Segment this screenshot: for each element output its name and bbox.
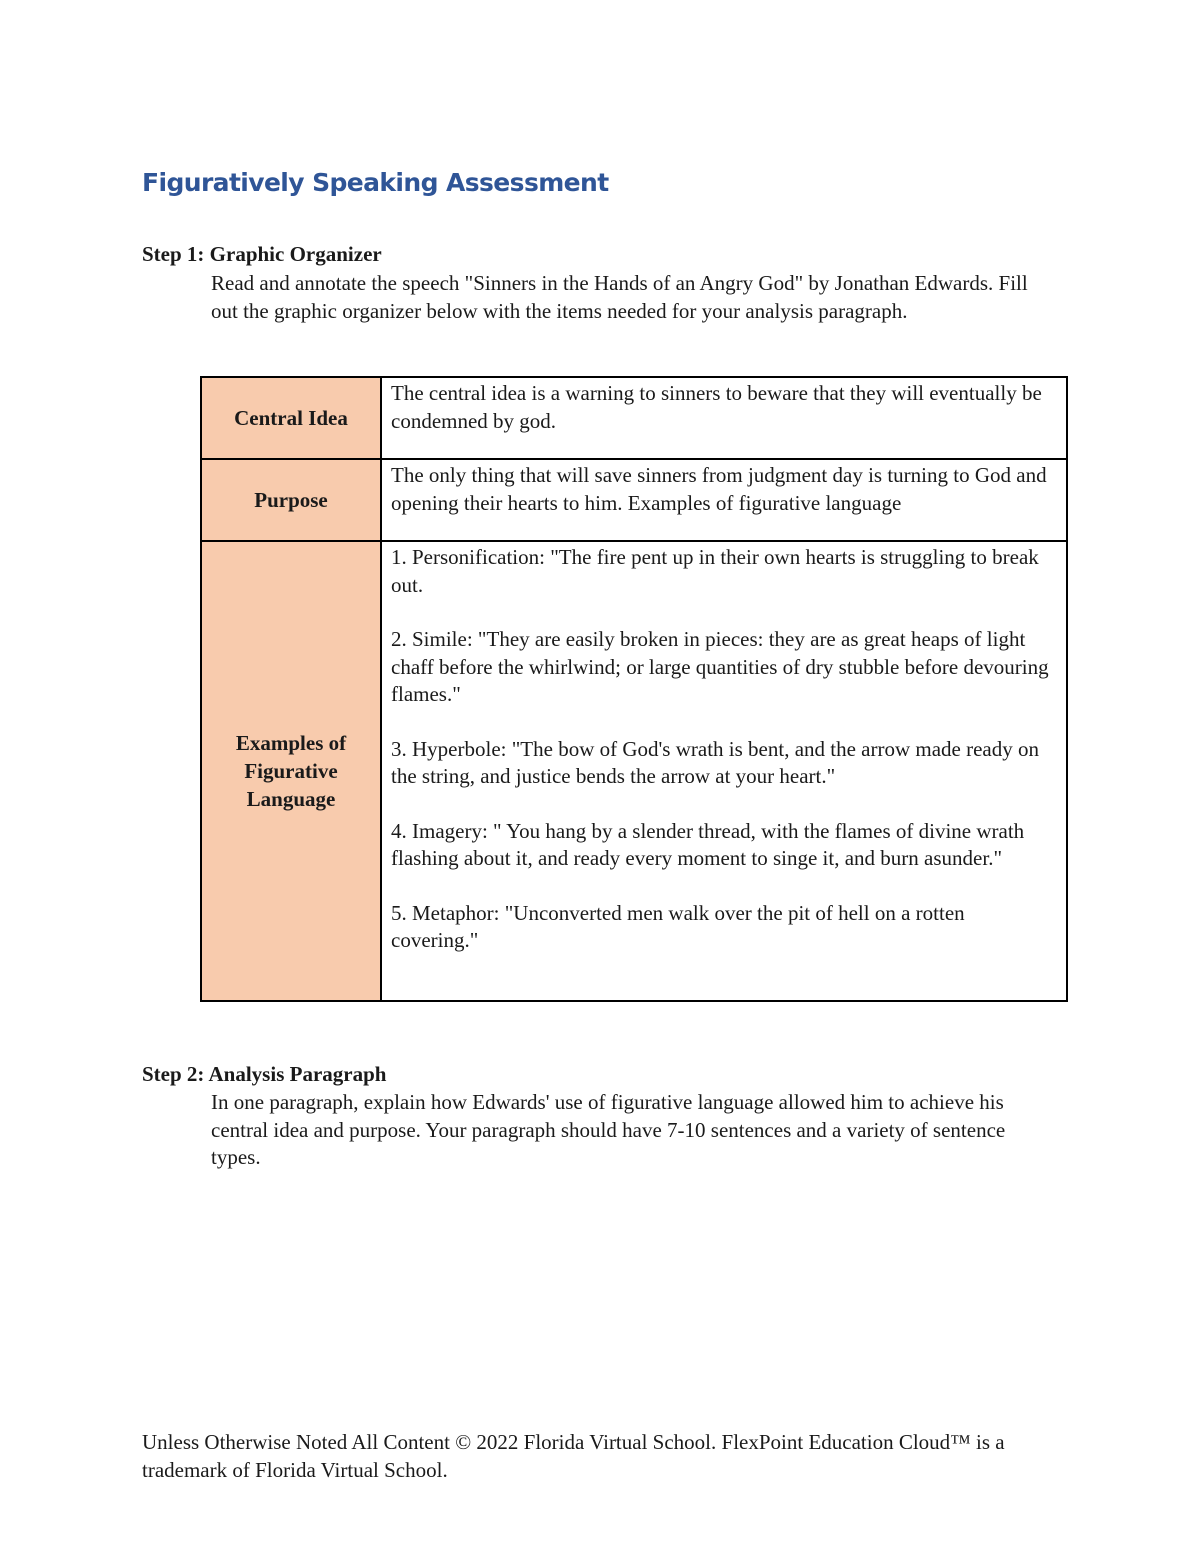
graphic-organizer-table <box>200 376 1068 1002</box>
examples-content <box>381 541 1067 1001</box>
purpose-content: The only thing that will save sinners from judgment day is turning to God and opening their hearts to him. Examples of figurative language <box>381 459 1067 541</box>
central-idea-label: Central Idea <box>201 377 381 459</box>
page-title: Figuratively Speaking Assessment <box>142 168 609 197</box>
organizer-row-central-idea <box>201 377 1067 459</box>
purpose-label: Purpose <box>201 459 381 541</box>
example-hyperbole: 3. Hyperbole: "The bow of God's wrath is bent, and the arrow made ready on the string, and justice bends the arrow at your heart." <box>391 736 1040 788</box>
step2-heading: Step 2: Analysis Paragraph <box>142 1062 387 1086</box>
copyright-footer: Unless Otherwise Noted All Content © 2022 Florida Virtual School. FlexPoint Education Cloud™ is a trademark of Florida Virtual School. <box>142 1430 1005 1482</box>
organizer-row-examples <box>201 541 1067 1001</box>
central-idea-content: The central idea is a warning to sinners to beware that they will eventually be condemned by god. <box>381 377 1067 459</box>
example-personification: 1. Personification: "The fire pent up in their own hearts is struggling to break out. <box>391 545 1039 597</box>
example-metaphor: 5. Metaphor: "Unconverted men walk over the pit of hell on a rotten covering." <box>391 900 965 952</box>
step2-instructions: In one paragraph, explain how Edwards' use of figurative language allowed him to achieve his central idea and purpose. Your paragraph should have 7-10 sentences and a variety of sentence types. <box>211 1090 1006 1169</box>
example-imagery: 4. Imagery: " You hang by a slender thread, with the flames of divine wrath flashing about it, and ready every moment to singe it, and burn asunder." <box>391 818 1025 870</box>
step1-heading: Step 1: Graphic Organizer <box>142 242 382 266</box>
step1-instructions: Read and annotate the speech "Sinners in the Hands of an Angry God" by Jonathan Edwards. Fill out the graphic organizer below with the items needed for your analysis paragraph. <box>211 271 1028 323</box>
organizer-row-purpose <box>201 459 1067 541</box>
examples-label: Examples of Figurative Language <box>201 541 381 1001</box>
example-simile: 2. Simile: "They are easily broken in pieces: they are as great heaps of light chaff before the whirlwind; or large quantities of dry stubble before devouring flames." <box>391 627 1049 706</box>
